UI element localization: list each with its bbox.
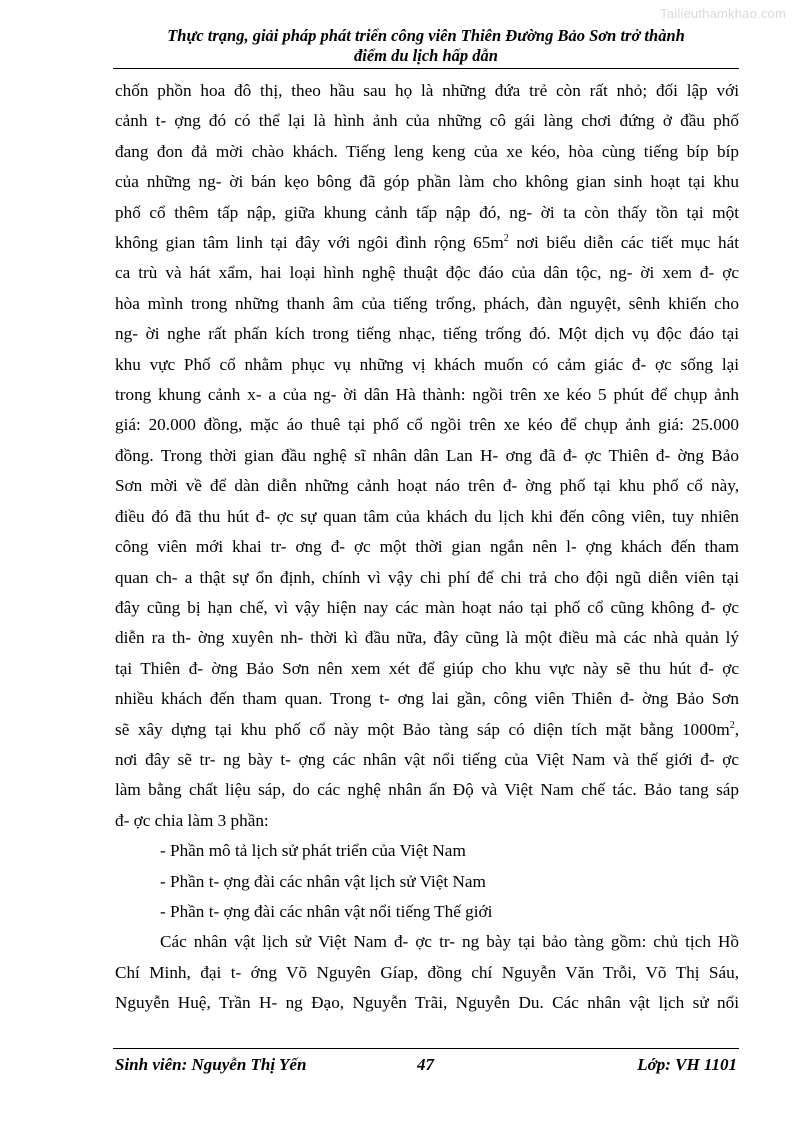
header-title-line-2: điểm du lịch hấp dẫn [354, 46, 498, 65]
text-line: Nguyễn Huệ, Trần H- ng Đạo, Nguyễn Trãi, Nguyễn Du. Các nhân vật lịch sử nổi [115, 993, 739, 1013]
list-item: - Phần mô tả lịch sử phát triển của Việt Nam [160, 841, 466, 861]
text-line: quan ch- a thật sự ổn định, chính vì vậy chi phí để chi trả cho đội ngũ diễn viên tại [115, 567, 739, 587]
text-line: đ- ợc chia làm 3 phần: [115, 810, 269, 830]
text-line: Các nhân vật lịch sử Việt Nam đ- ợc tr- ng bày tại bảo tàng gồm: chủ tịch Hồ [160, 932, 739, 952]
text-line: chốn phồn hoa đô thị, theo hầu sau họ là những đứa trẻ còn rất nhỏ; đối lập với [115, 81, 739, 100]
text-segment: sẽ xây dựng tại khu phố cổ này một Bảo tàng sáp có diện tích mặt bằng 1000m [115, 719, 730, 739]
text-line: làm bằng chất liệu sáp, do các nghệ nhân ấn Độ và Việt Nam chế tác. Bảo tang sáp [115, 780, 739, 800]
text-line: phố cổ thêm tấp nập, giữa khung cảnh tấp nập đó, ng- ời ta còn thấy tồn tại một [115, 202, 739, 222]
superscript: 2 [729, 719, 735, 731]
text-segment: , [734, 719, 739, 739]
running-header [113, 26, 739, 69]
text-line: tại Thiên đ- ờng Bảo Sơn nên xem xét để giúp cho khu vực này sẽ thu hút đ- ợc [115, 658, 739, 678]
page-number: 47 [417, 1055, 434, 1074]
text-line: nơi đây sẽ tr- ng bày t- ợng các nhân vật nổi tiếng của Việt Nam và thế giới đ- ợc [115, 749, 739, 769]
text-line: điều đó đã thu hút đ- ợc sự quan tâm của khách du lịch khi đến công viên, tuy nhiên [115, 506, 739, 526]
text-segment: không gian tâm linh tại đây với ngôi đình rộng 65m [115, 233, 504, 253]
text-line-area-1000m2 [115, 715, 739, 745]
text-line: trong khung cảnh x- a của ng- ời dân Hà thành: ngồi trên xe kéo 5 phút để chụp ảnh [115, 385, 739, 405]
list-item: - Phần t- ợng đài các nhân vật nổi tiếng Thế giới [160, 901, 493, 921]
text-line: Sơn mời về để dàn diễn những cảnh hoạt náo trên đ- ờng phố tại khu phố cổ này, [115, 476, 739, 496]
watermark: Tailieuthamkhao.com [660, 6, 786, 21]
text-line: hòa mình trong những thanh âm của tiếng trống, phách, đàn nguyệt, sênh khiến cho [115, 293, 739, 313]
header-title-line-1: Thực trạng, giải pháp phát triển công viên Thiên Đường Bảo Sơn trở thành [167, 26, 685, 45]
text-line: Chí Minh, đại t- ớng Võ Nguyên Gíap, đồng chí Nguyễn Văn Trỗi, Võ Thị Sáu, [115, 962, 739, 982]
text-line: ng- ời nghe rất phấn kích trong tiếng nhạc, tiếng trống đó. Một dịch vụ độc đáo tại [115, 324, 739, 344]
text-line: khu vực Phố cổ nhằm phục vụ những vị khách muốn có cảm giác đ- ợc sống lại [115, 354, 739, 374]
text-line: công viên mới khai tr- ơng đ- ợc một thời gian ngắn nên l- ợng khách đến tham [115, 537, 739, 557]
text-line: giá: 20.000 đồng, mặc áo thuê tại phố cổ ngồi trên xe kéo để chụp ảnh giá: 25.000 [115, 415, 739, 435]
text-line: diễn ra th- ờng xuyên nh- thời kì đầu nữa, đây cũng là một điều mà các nhà quản lý [115, 628, 739, 648]
text-segment: nơi biểu diễn các tiết mục hát [508, 233, 739, 253]
footer-student-name: Sinh viên: Nguyễn Thị Yến [115, 1055, 307, 1074]
text-line: nhiều khách đến tham quan. Trong t- ơng lai gần, công viên Thiên đ- ờng Bảo Sơn [115, 689, 739, 709]
text-line: của những ng- ời bán kẹo bông đã góp phần làm cho không gian sinh hoạt tại khu [115, 172, 739, 192]
text-line-area-65m2 [115, 228, 739, 258]
text-line: đồng. Trong thời gian đầu nghệ sĩ nhân dân Lan H- ơng đã đ- ợc Thiên đ- ờng Bảo [115, 445, 739, 465]
body-text [115, 76, 739, 1019]
footer-class: Lớp: VH 1101 [637, 1055, 737, 1074]
text-line: đang đon đả mời chào khách. Tiếng leng keng của xe kéo, hòa cùng tiếng bíp bíp [115, 141, 739, 161]
running-footer [113, 1048, 739, 1081]
list-item: - Phần t- ợng đài các nhân vật lịch sử Việt Nam [160, 871, 486, 891]
text-line: cảnh t- ợng đó có thể lại là hình ảnh của những cô gái làng chơi đứng ở đầu phố [115, 111, 739, 131]
text-line: ca trù và hát xẩm, hai loại hình nghệ thuật độc đáo của dân tộc, ng- ời xem đ- ợc [115, 263, 739, 283]
superscript: 2 [503, 233, 509, 245]
text-line: đây cũng bị hạn chế, vì vậy hiện nay các màn hoạt náo tại phố cổ cũng không đ- ợc [115, 597, 739, 617]
